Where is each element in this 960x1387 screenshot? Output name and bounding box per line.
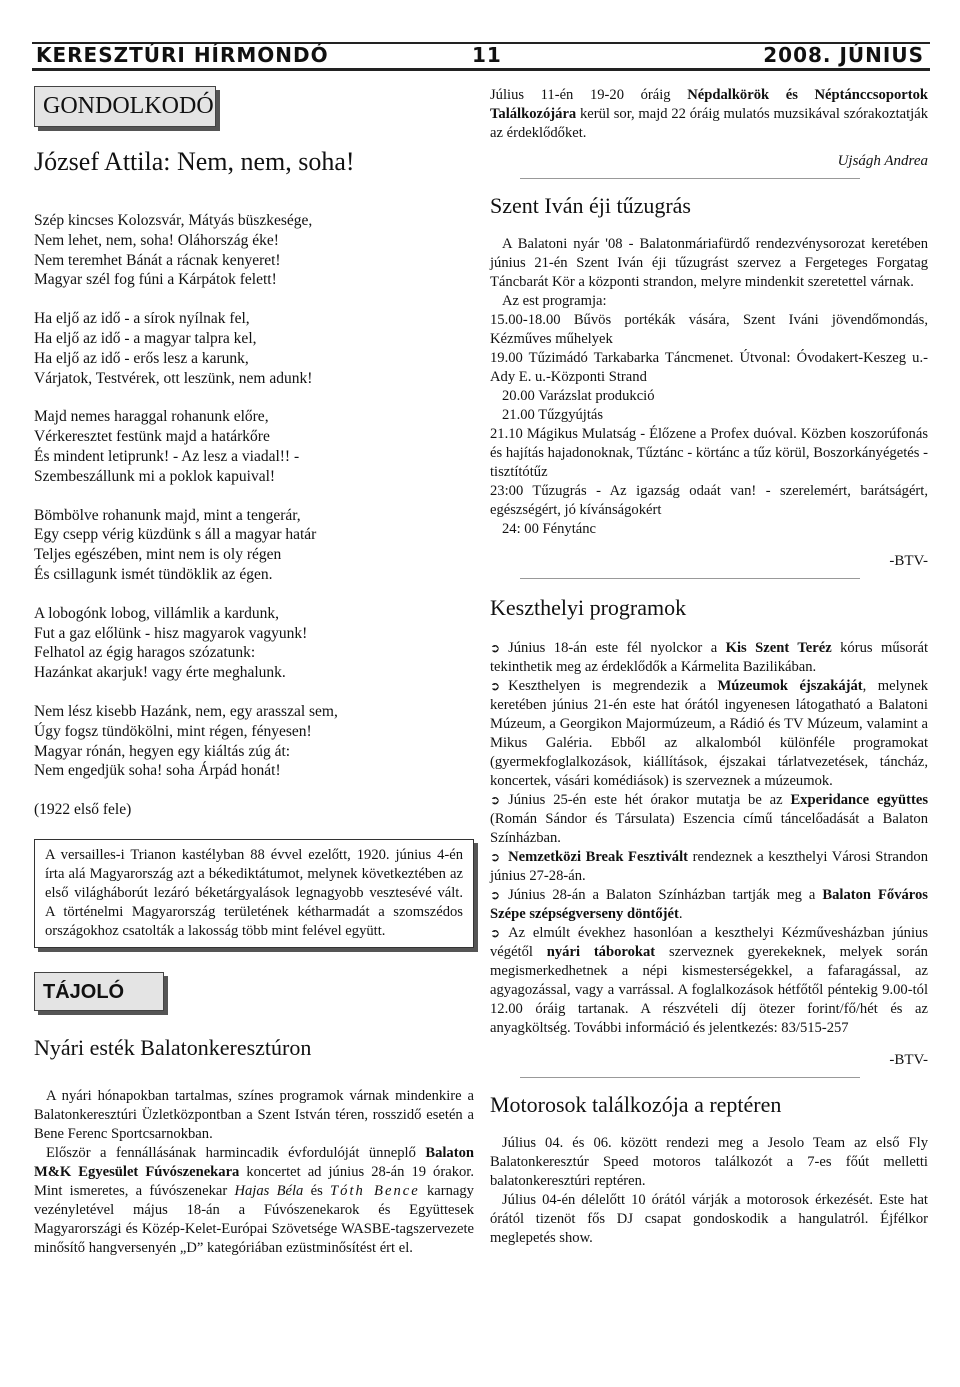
poem-line: Teljes egészében, mint nem is oly régen [34, 546, 282, 564]
article-title-szent-ivan: Szent Iván éji tűzugrás [490, 193, 691, 218]
keszthely-item: ➲ Június 28-án a Balaton Színházban tartják meg a Balaton Főváros Szépe szépségverseny döntőjét. [490, 887, 928, 922]
page-header [32, 42, 930, 71]
left-column [34, 86, 474, 1258]
arrow-bullet-icon: ➲ [490, 793, 501, 807]
poem-stanza [34, 211, 474, 290]
szent-ivan-program [490, 292, 928, 539]
motorosok-paragraph-2: Július 04-én délelőtt 10 órától várják a motorosok érkezését. Este hat órától tizenöt fős DJ csapat gondoskodik a hangulatról. Éjfélkor meglepetés show. [490, 1192, 928, 1246]
trianon-box [34, 839, 474, 948]
divider [520, 1077, 860, 1078]
arrow-bullet-icon: ➲ [490, 641, 501, 655]
poem-line: Nem engedjük soha! soha Árpád honát! [34, 762, 281, 780]
arrow-bullet-icon: ➲ [490, 850, 501, 864]
issue-date: 2008. JÚNIUS [763, 43, 924, 67]
poem-line: Várjatok, Testvérek, ott leszünk, nem adunk! [34, 369, 313, 387]
keszthely-item: ➲ Június 18-án este fél nyolckor a Kis Szent Teréz kórus műsorát tekinthetik meg az érdeklődők a Kármelita Bazilikában. [490, 640, 928, 675]
poem-line: És mindent letiprunk! - Az lesz a viadal!! - [34, 447, 300, 465]
arrow-bullet-icon: ➲ [490, 679, 501, 693]
nyari-paragraph-2: Először a fennállásának harmincadik évfordulóját ünneplő Balaton M&K Egyesület Fúvószenekara koncertet ad június 28-án 19 órakor. Mint ismeretes, a fúvószenekar Hajas Béla és Tóth Bence karnagy vezényletével május 18-án a Fúvószenekarok és Együttesek Magyarországi és Közép-Kelet-Európai Szövetsége WASBE-tagszervezete minősítő hangversenyén „D” kategóriában ezüstminősítést ért el. [34, 1144, 474, 1256]
poem-line: Ha eljő az idő - erős lesz a karunk, [34, 349, 249, 367]
poem-line: Majd nemes haraggal rohanunk előre, [34, 408, 269, 426]
section-gondolkodo: GONDOLKODÓ [34, 86, 216, 127]
poem-line: Bömbölve rohanunk majd, mint a tengerár, [34, 506, 301, 524]
poem-line: (1922 első fele) [34, 801, 132, 819]
poem-line: Hazánkat akarjuk! vagy érte meghalunk. [34, 664, 286, 682]
program-item: 23:00 Tűzugrás - Az igazság odaát van! - szerelemért, barátságért, egészségért, jó kívánságokért [490, 483, 928, 518]
article-title-keszthely: Keszthelyi programok [490, 595, 687, 620]
poem-line: Magyar szél fog fúni a Kárpátok felett! [34, 271, 277, 289]
program-item: Az est programja: [502, 293, 607, 309]
section-tajolo: TÁJOLÓ [34, 972, 164, 1011]
poem-line: Szembeszállunk mi a poklok kapuival! [34, 467, 276, 485]
poem-line: Magyar rónán, hegyen egy kiáltás zúg át: [34, 742, 291, 760]
publication-title: KERESZTÚRI HÍRMONDÓ [36, 43, 329, 67]
keszthely-list [490, 639, 928, 1038]
signature-btv-1: -BTV- [889, 553, 928, 569]
program-item: 21.10 Mágikus Mulatság - Élőzene a Profex duóval. Közben koszorúfonás és hajítás hajadonoknak, Tűztánc - körtánc a tűz körül, Boszorkányégetés - tisztítótűz [490, 426, 928, 480]
poem-line: Ha eljő az idő - a magyar talpra kel, [34, 329, 257, 347]
poem-line: A lobogónk lobog, villámlik a kardunk, [34, 604, 279, 622]
poem-line: Egy csepp vérig küzdünk s áll a magyar határ [34, 526, 317, 544]
poem-stanza [34, 407, 474, 486]
poem-line: Vérkeresztet festünk majd a határkőre [34, 428, 270, 446]
keszthely-item: ➲ Nemzetközi Break Fesztivált rendeznek a keszthelyi Városi Strandon június 27-28-án. [490, 849, 929, 884]
poem-title: József Attila: Nem, nem, soha! [34, 147, 355, 176]
poem-line: Nem lehet, nem, soha! Oláhország éke! [34, 231, 279, 249]
poem-line: Úgy fogsz tündökölni, mint régen, fényesen! [34, 722, 312, 740]
article-title-nyari: Nyári esték Balatonkeresztúron [34, 1034, 312, 1060]
article-title-motorosok: Motorosok találkozója a reptéren [490, 1092, 782, 1117]
poem-line: Nem teremhet Bánát a rácnak kenyeret! [34, 251, 281, 269]
poem-body [34, 211, 474, 820]
divider [520, 578, 860, 579]
keszthely-item: ➲ Keszthelyen is megrendezik a Múzeumok éjszakáját, melynek keretében június 21-én este hat órától ingyenesen látogatható a Balatoni Múzeum, a Georgikon Majormúzeum, a Rádió és TV Múzeum, valamint a Mikus Galéria. Ebből az alkalomból különféle programokat (gyermekfoglalkozások, kiállítások, éjszakai tárlatvezetések, táncház, koncertek, vásári komédiások) is szerveznek a múzeumok. [490, 678, 928, 789]
poem-line: Nem lész kisebb Hazánk, nem, egy arasszal sem, [34, 702, 338, 720]
poem-line: Ha eljő az idő - a sírok nyílnak fel, [34, 310, 250, 328]
arrow-bullet-icon: ➲ [490, 888, 501, 902]
poem-stanza [34, 309, 474, 388]
program-item: 15.00-18.00 Bűvös portékák vására, Szent Iváni jövendőmondás, Kézműves műhelyek [490, 312, 928, 347]
poem-stanza [34, 702, 474, 781]
poem-stanza [34, 604, 474, 683]
program-item: 24: 00 Fénytánc [502, 521, 597, 537]
intro-paragraph: Július 11-én 19-20 óráig Népdalkörök és Néptánccsoportok Találkozójára kerül sor, majd 22 óráig mulatós muzsikával szórakoztatják az érdeklődőket. [490, 87, 928, 141]
program-item: 19.00 Tűzimádó Tarkabarka Táncmenet. Útvonal: Óvodakert-Keszeg u.-Ady E. u.-Központi Strand [490, 350, 928, 385]
trianon-text: A versailles-i Trianon kastélyban 88 évvel ezelőtt, 1920. június 4-én írta alá Magyarország azt a békediktátumot, melynek következtében az első világháborút lezáró béketárgyalások legnagyobb vesztesévé vált. A történelmi Magyarország területének kétharmadát a szomszédos országokhoz csatolták a lakosság több mint felével együtt. [45, 846, 463, 939]
szent-ivan-paragraph: A Balatoni nyár '08 - Balatonmáriafürdő rendezvénysorozat keretében június 21-én Szent Iván éji tűzugrást szervez a Fergeteges Forgatag Táncbarát Kör a központi strandon, melyre mindenkit szeretettel várnak. [490, 236, 928, 290]
poem-stanza [34, 800, 474, 820]
program-item: 20.00 Varázslat produkció [502, 388, 655, 404]
signature-ujsagh: Ujságh Andrea [837, 153, 928, 169]
poem-line: Szép kincses Kolozsvár, Mátyás büszkesége, [34, 212, 313, 229]
keszthely-item: ➲ Június 25-én este hét órakor mutatja be az Experidance együttes (Román Sándor és Társulata) Eszencia című táncelőadását a Balaton Színházban. [490, 792, 929, 846]
poem-stanza [34, 506, 474, 585]
keszthely-item: ➲ Az elmúlt évekhez hasonlóan a keszthelyi Kézművesházban június végétől nyári táborokat szerveznek gyerekeknek, melyek során megismerkedhetnek a népi kismesterségekkel, a fafaragással, az agyagozással, vagy a varrással. A foglalkozások hétfőtől péntekig 9.00-tól 12.00 óráig tartanak. A részvételi díj ötezer forint/fő/hét és az anyagköltség. További információ és jelentkezés: 83/515-257 [490, 925, 928, 1036]
poem-line: Felhatol az égig haragos szózatunk: [34, 644, 256, 662]
poem-line: Fut a gaz előlünk - hisz magyarok vagyunk! [34, 624, 308, 642]
right-column [490, 86, 928, 1248]
program-item: 21.00 Tűzgyújtás [502, 407, 604, 423]
divider [520, 178, 860, 179]
poem-line: És csillagunk ismét tündöklik az égen. [34, 565, 273, 583]
arrow-bullet-icon: ➲ [490, 926, 501, 940]
motorosok-paragraph-1: Július 04. és 06. között rendezi meg a Jesolo Team az első Fly Balatonkeresztúr Speed motoros találkozót a 7-es főút melletti balatonkeresztúri reptéren. [490, 1135, 928, 1189]
signature-btv-2: -BTV- [889, 1052, 928, 1068]
nyari-paragraph-1: A nyári hónapokban tartalmas, színes programok várnak mindenkire a Balatonkeresztúri Üzletközpontban a Szent István téren, rosszidő esetén a Bene Ferenc Sportcsarnokban. [34, 1087, 474, 1142]
page-number: 11 [472, 43, 502, 67]
